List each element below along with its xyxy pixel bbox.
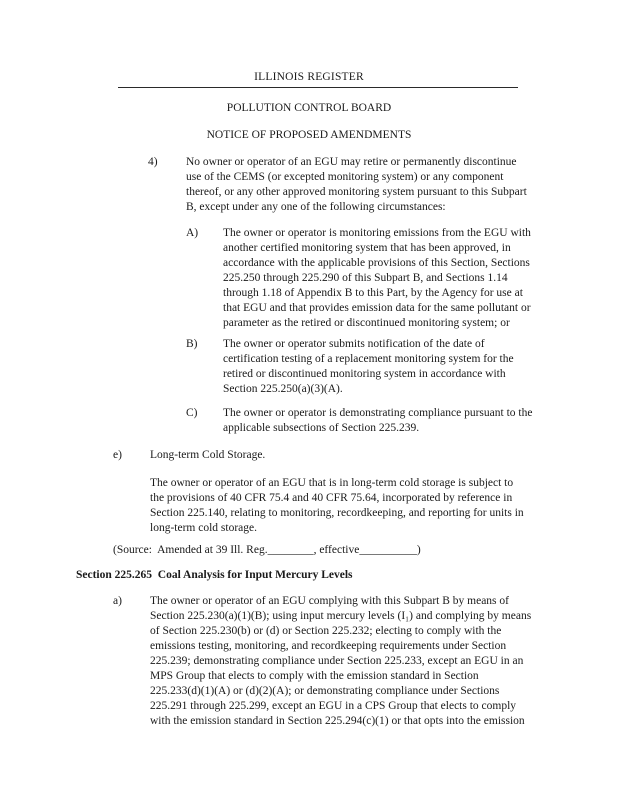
item-e-heading: Long-term Cold Storage. (150, 449, 266, 461)
text-line: The owner or operator is monitoring emissions from the EGU with (223, 227, 531, 239)
text-line: long-term cold storage. (150, 522, 257, 534)
source-note: (Source: Amended at 39 Ill. Reg.________, effective__________) (113, 544, 421, 556)
item-c-label: C) (186, 407, 198, 419)
text-line: thereof, or any other approved monitoring system pursuant to this Subpart (186, 186, 527, 198)
text-line: The owner or operator is demonstrating compliance pursuant to the (223, 407, 533, 419)
text-line: 225.239; demonstrating compliance under Section 225.233, except an EGU in an (150, 655, 524, 667)
item-b-text (223, 337, 545, 397)
item-a-text (223, 226, 545, 331)
item-e-text (150, 476, 546, 536)
text-line: The owner or operator submits notification of the date of (223, 338, 485, 350)
text-line: through 1.18 of Appendix B to this Part, by the Agency for use at (223, 287, 523, 299)
header-divider (118, 87, 518, 88)
text-line: Section 225.230(a)(1)(B); using input mercury levels (I₁) and complying by means (150, 610, 532, 622)
text-line: Section 225.250(a)(3)(A). (223, 383, 343, 395)
text-line: No owner or operator of an EGU may retire or permanently discontinue (186, 156, 517, 168)
item-b-label: B) (186, 338, 198, 350)
text-line: 225.233(d)(1)(A) or (d)(2)(A); or demonstrating compliance under Sections (150, 685, 500, 697)
section-a-text (150, 594, 546, 729)
text-line: the provisions of 40 CFR 75.4 and 40 CFR 75.64, incorporated by reference in (150, 492, 513, 504)
item-4-label: 4) (148, 156, 158, 168)
section-a-label: a) (113, 595, 122, 607)
text-line: another certified monitoring system that has been approved, in (223, 242, 511, 254)
text-line: with the emission standard in Section 225.294(c)(1) or that opts into the emission (150, 715, 525, 727)
item-4-text (186, 155, 544, 215)
register-title: ILLINOIS REGISTER (254, 71, 364, 83)
text-line: MPS Group that elects to comply with the emission standard in Section (150, 670, 479, 682)
text-line: that EGU and that provides emission data for the same pollutant or (223, 302, 531, 314)
item-c-text (223, 406, 545, 436)
text-line: Section 225.140, relating to monitoring, recordkeeping, and reporting for units in (150, 507, 524, 519)
text-line: parameter as the retired or discontinued monitoring system; or (223, 317, 510, 329)
notice-title: NOTICE OF PROPOSED AMENDMENTS (206, 129, 412, 141)
text-line: applicable subsections of Section 225.239. (223, 422, 420, 434)
text-line: 225.250 through 225.290 of this Subpart B, and Sections 1.14 (223, 272, 508, 284)
text-line: The owner or operator of an EGU complying with this Subpart B by means of (150, 595, 509, 607)
text-line: certification testing of a replacement monitoring system for the (223, 353, 514, 365)
text-line: The owner or operator of an EGU that is in long-term cold storage is subject to (150, 477, 514, 489)
text-line: emissions testing, monitoring, and recordkeeping requirements under Section (150, 640, 507, 652)
text-line: use of the CEMS (or excepted monitoring system) or any component (186, 171, 504, 183)
section-heading: Section 225.265 Coal Analysis for Input Mercury Levels (76, 569, 353, 581)
item-a-label: A) (186, 227, 199, 239)
text-line: of Section 225.230(b) or (d) or Section 225.232; electing to comply with the (150, 625, 502, 637)
text-line: retired or discontinued monitoring system in accordance with (223, 368, 506, 380)
text-line: B, except under any one of the following circumstances: (186, 201, 446, 213)
text-line: 225.291 through 225.299, except an EGU in a CPS Group that elects to comply (150, 700, 517, 712)
board-name: POLLUTION CONTROL BOARD (226, 102, 392, 114)
text-line: accordance with the applicable provisions of this Section, Sections (223, 257, 530, 269)
item-e-label: e) (113, 449, 122, 461)
